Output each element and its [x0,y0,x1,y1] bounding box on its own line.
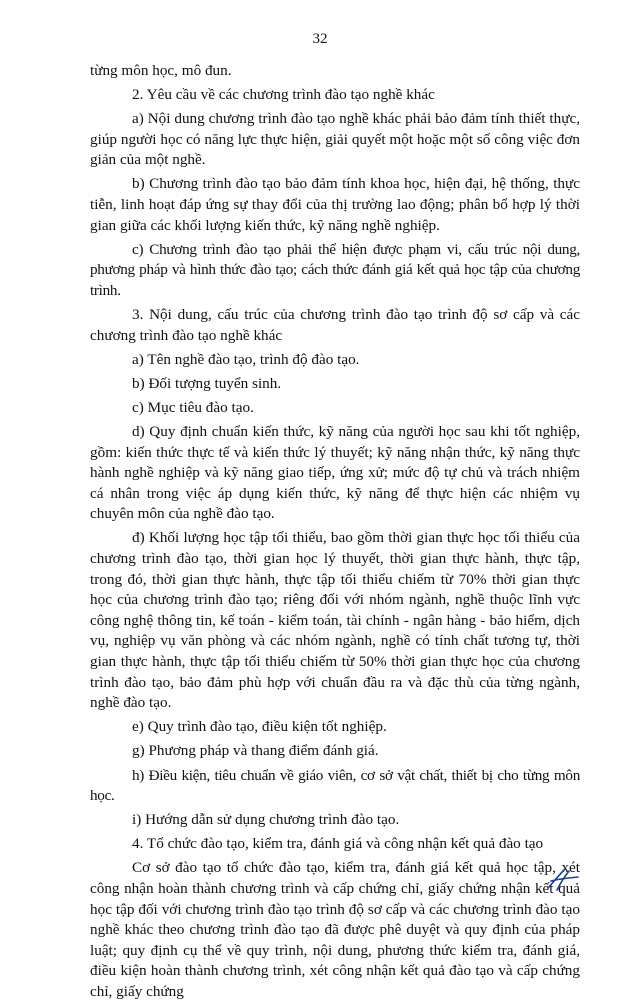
paragraph-3dd: đ) Khối lượng học tập tối thiểu, bao gồm thời gian thực học tối thiểu của chương trình đào tạo, thời gian học lý thuyết, thời gian thực hành, thực tập, trong đó, thời gian thực hành, thực tập tối thiểu chiếm từ 70% thời gian thực học của chương trình đào tạo; riêng đối với nhóm ngành, nghề thuộc lĩnh vực công nghệ thông tin, kế toán - kiểm toán, tài chính - ngân hàng - bảo hiểm, dịch vụ, nghiệp vụ văn phòng và các nhóm ngành, nghề có tính chất tương tự, thời gian thực hành, thực tập tối thiểu chiếm từ 50% thời gian thực học của chương trình đào tạo, bảo đảm phù hợp với chuẩn đầu ra và đặc thù của từng ngành, nghề đào tạo. [90,529,580,712]
paragraph-3i: i) Hướng dẫn sử dụng chương trình đào tạo. [132,811,400,829]
initials-signature [546,866,580,892]
paragraph-3c: c) Mục tiêu đào tạo. [132,398,254,416]
paragraph-2a: a) Nội dung chương trình đào tạo nghề khác phải bảo đảm tính thiết thực, giúp người học có năng lực thực hiện, giải quyết một hoặc một số công việc đơn giản của một nghề. [90,110,580,169]
paragraph-2b: b) Chương trình đào tạo bảo đảm tính khoa học, hiện đại, hệ thống, thực tiễn, linh hoạt đáp ứng sự thay đổi của thị trường lao động; phân bổ hợp lý thời gian giữa các khối lượng kiến thức, kỹ năng nghề nghiệp. [90,175,580,234]
document-body [90,61,580,1006]
paragraph-continuation: từng môn học, mô đun. [90,62,232,79]
section-heading-4: 4. Tổ chức đào tạo, kiểm tra, đánh giá và công nhận kết quả đào tạo [132,835,544,853]
paragraph-3b: b) Đối tượng tuyển sinh. [132,374,282,392]
paragraph-3g: g) Phương pháp và thang điểm đánh giá. [132,742,379,760]
paragraph-3e: e) Quy trình đào tạo, điều kiện tốt nghiệp. [132,718,387,736]
paragraph-3d: d) Quy định chuẩn kiến thức, kỹ năng của người học sau khi tốt nghiệp, gồm: kiến thức thực tế và kiến thức lý thuyết; kỹ năng nhận thức, kỹ năng thực hành nghề nghiệp và kỹ năng giao tiếp, ứng xử; mức độ tự chủ và trách nhiệm cá nhân trong việc áp dụng kiến thức, kỹ năng để thực hiện các nhiệm vụ chuyên môn của nghề đào tạo. [90,423,580,523]
section-heading-3: 3. Nội dung, cấu trúc của chương trình đào tạo trình độ sơ cấp và các chương trình đào tạo nghề khác [90,306,580,344]
paragraph-2c: c) Chương trình đào tạo phải thể hiện được phạm vi, cấu trúc nội dung, phương pháp và hình thức đào tạo; cách thức đánh giá kết quả học tập của chương trình. [90,240,580,299]
page-number: 32 [312,31,328,47]
paragraph-4-body: Cơ sở đào tạo tổ chức đào tạo, kiểm tra, đánh giá kết quả học tập, xét công nhận hoàn thành chương trình và cấp chứng chỉ, giấy chứng nhận kết quả học tập đối với chương trình đào tạo trình độ sơ cấp và các chương trình đào tạo nghề khác theo chương trình đào tạo đã được phê duyệt và quy định của pháp luật; quy định cụ thể về quy trình, nội dung, phương thức kiểm tra, đánh giá, điều kiện hoàn thành chương trình, xét công nhận kết quả đào tạo và cấp chứng chỉ, giấy chứng [90,859,580,1000]
paragraph-3a: a) Tên nghề đào tạo, trình độ đào tạo. [132,350,360,368]
section-heading-2: 2. Yêu cầu về các chương trình đào tạo nghề khác [132,86,435,104]
paragraph-3h: h) Điều kiện, tiêu chuẩn về giáo viên, cơ sở vật chất, thiết bị cho từng môn học. [90,766,580,805]
